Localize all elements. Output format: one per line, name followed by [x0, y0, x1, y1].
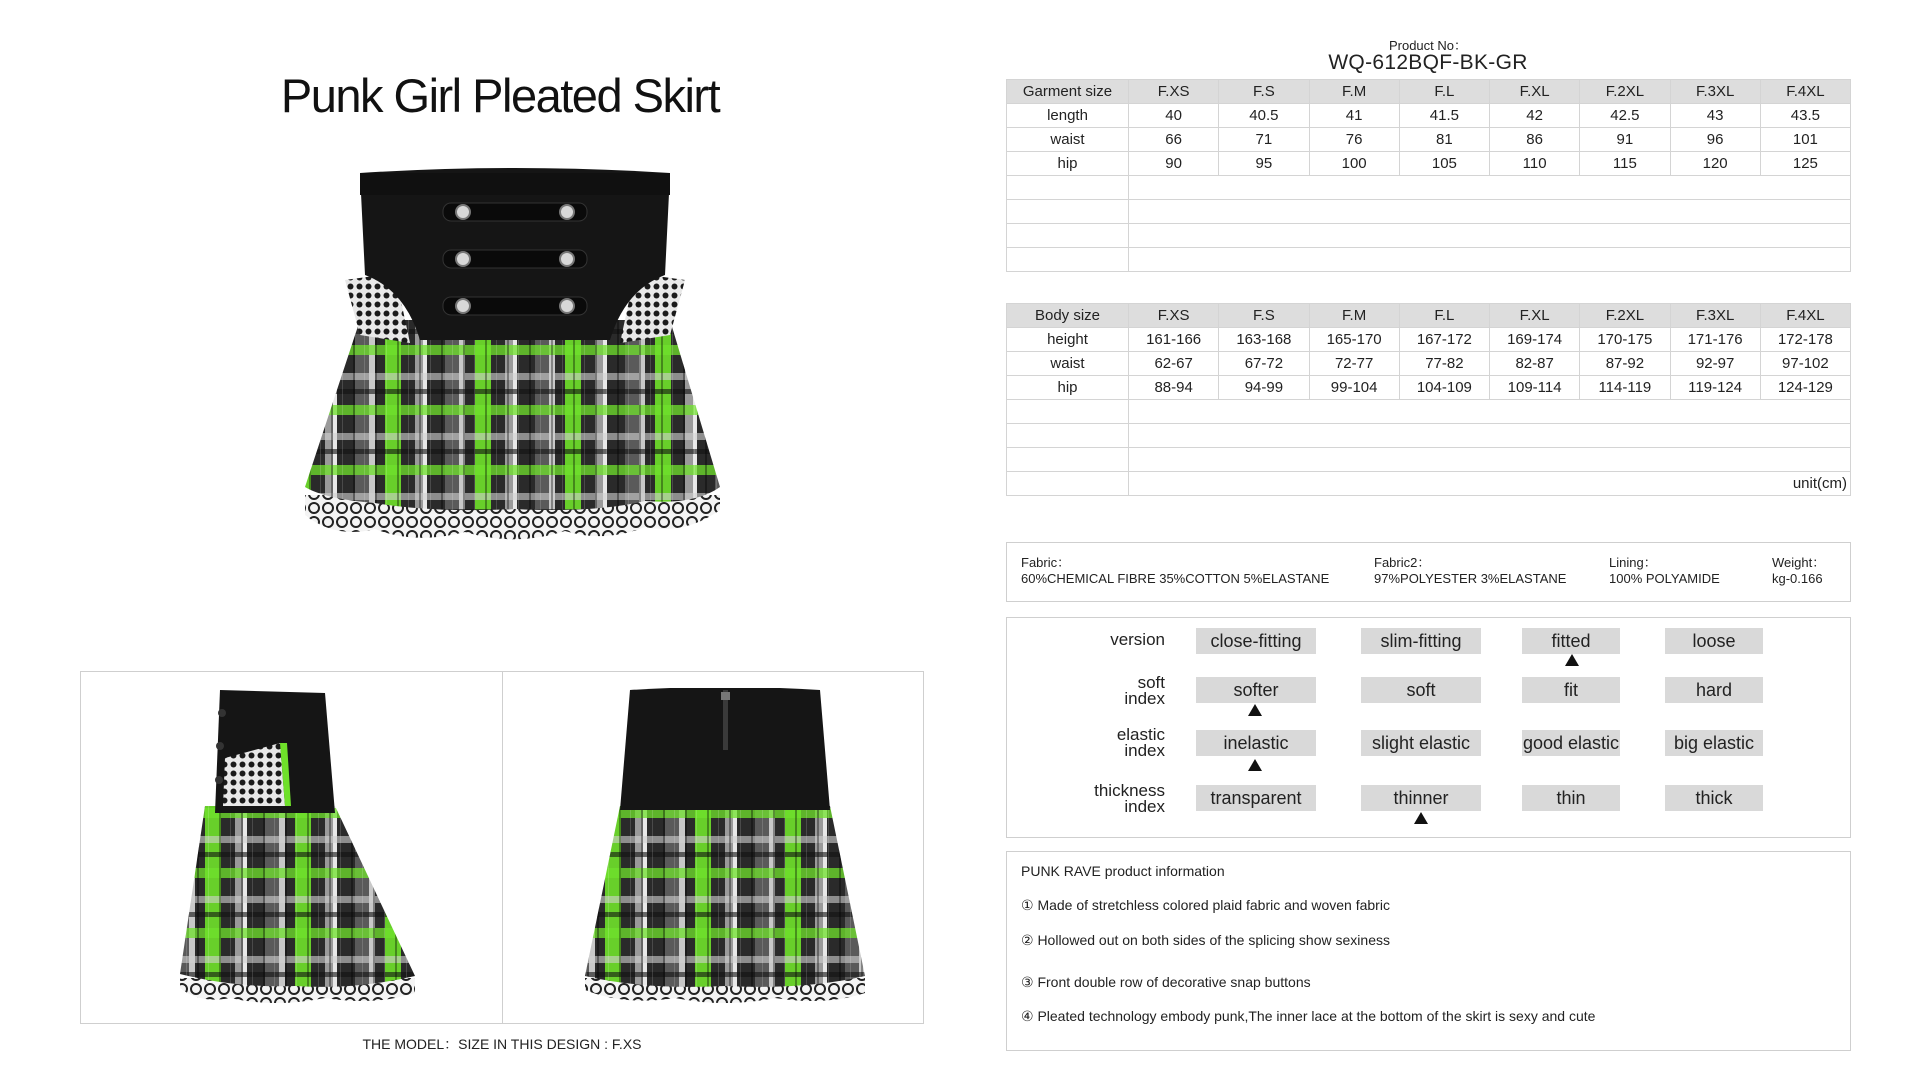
- size-header: F.S: [1219, 304, 1309, 328]
- table-cell: 124-129: [1760, 376, 1850, 400]
- table-cell-empty: [1007, 248, 1129, 272]
- elastic-option-slight-elastic: slight elastic: [1361, 730, 1481, 756]
- product-info-item: ② Hollowed out on both sides of the splicing show sexiness: [1021, 932, 1390, 948]
- table-cell: 171-176: [1670, 328, 1760, 352]
- elastic-selected-marker-icon: [1248, 759, 1262, 771]
- table-cell: 88-94: [1129, 376, 1219, 400]
- table-cell-empty: [1007, 224, 1129, 248]
- size-header: F.L: [1399, 80, 1489, 104]
- table-cell: 161-166: [1129, 328, 1219, 352]
- table-row: [1007, 376, 1851, 400]
- table-row-empty: [1007, 400, 1851, 424]
- table-cell-empty: [1129, 200, 1851, 224]
- table-cell: 62-67: [1129, 352, 1219, 376]
- table-row: [1007, 352, 1851, 376]
- weight-info: [1772, 555, 1825, 587]
- skirt-back-photo: [575, 688, 875, 1008]
- table-row: [1007, 328, 1851, 352]
- lining-info: [1609, 555, 1720, 587]
- size-header: F.3XL: [1670, 80, 1760, 104]
- table-cell-empty: [1007, 176, 1129, 200]
- weight-value: kg-0.166: [1772, 571, 1823, 586]
- table-row-empty: [1007, 176, 1851, 200]
- thickness-selected-marker-icon: [1414, 812, 1428, 824]
- size-header: F.3XL: [1670, 304, 1760, 328]
- table-cell: 92-97: [1670, 352, 1760, 376]
- unit-label: unit(cm): [1129, 472, 1851, 496]
- fabric2-info: [1374, 555, 1566, 587]
- panel-divider: [502, 671, 503, 1024]
- table-cell: 163-168: [1219, 328, 1309, 352]
- size-header: F.L: [1399, 304, 1489, 328]
- soft-option-softer: softer: [1196, 677, 1316, 703]
- size-header: F.2XL: [1580, 80, 1670, 104]
- table-cell-empty: [1007, 400, 1129, 424]
- table-cell: 172-178: [1760, 328, 1850, 352]
- table-cell: 90: [1129, 152, 1219, 176]
- table-cell-empty: [1007, 200, 1129, 224]
- size-header: F.M: [1309, 304, 1399, 328]
- row-label: length: [1007, 104, 1129, 128]
- table-cell: 76: [1309, 128, 1399, 152]
- table-cell: 125: [1760, 152, 1850, 176]
- table-cell: 41: [1309, 104, 1399, 128]
- table-cell: 41.5: [1399, 104, 1489, 128]
- thickness-option-thick: thick: [1665, 785, 1763, 811]
- table-cell-empty: [1129, 424, 1851, 448]
- table-cell: 120: [1670, 152, 1760, 176]
- version-selected-marker-icon: [1565, 654, 1579, 666]
- row-label: hip: [1007, 152, 1129, 176]
- size-header: F.4XL: [1760, 80, 1850, 104]
- table-cell: 167-172: [1399, 328, 1489, 352]
- size-header: F.2XL: [1580, 304, 1670, 328]
- table-cell-empty: [1129, 224, 1851, 248]
- table-cell: 105: [1399, 152, 1489, 176]
- version-option-close-fitting: close-fitting: [1196, 628, 1316, 654]
- row-label: hip: [1007, 376, 1129, 400]
- table-row-empty: [1007, 448, 1851, 472]
- body-size-table: [1006, 303, 1851, 496]
- table-cell: 95: [1219, 152, 1309, 176]
- index-label-line-1: soft: [1137, 673, 1165, 692]
- product-number: WQ-612BQF-BK-GR: [1328, 51, 1528, 74]
- product-info-item: ① Made of stretchless colored plaid fabric and woven fabric: [1021, 897, 1390, 913]
- garment-size-header: Garment size: [1007, 80, 1129, 104]
- index-label-line-1: thickness: [1094, 781, 1165, 800]
- skirt-side-photo: [175, 688, 420, 1008]
- soft-option-hard: hard: [1665, 677, 1763, 703]
- soft-index-label: [1005, 675, 1165, 707]
- table-cell-empty: [1007, 424, 1129, 448]
- thickness-option-transparent: transparent: [1196, 785, 1316, 811]
- table-cell: 170-175: [1580, 328, 1670, 352]
- soft-option-fit: fit: [1522, 677, 1620, 703]
- lining-value: 100% POLYAMIDE: [1609, 571, 1720, 586]
- size-header: F.XL: [1490, 80, 1580, 104]
- table-cell: 100: [1309, 152, 1399, 176]
- version-option-slim-fitting: slim-fitting: [1361, 628, 1481, 654]
- size-header: F.S: [1219, 80, 1309, 104]
- lining-label: Lining：: [1609, 555, 1657, 570]
- model-size-caption: THE MODEL：SIZE IN THIS DESIGN : F.XS: [362, 1036, 642, 1052]
- table-cell: 101: [1760, 128, 1850, 152]
- table-cell: 42: [1490, 104, 1580, 128]
- table-cell: 169-174: [1490, 328, 1580, 352]
- product-info-title: PUNK RAVE product information: [1021, 863, 1225, 879]
- table-cell-empty: [1007, 448, 1129, 472]
- table-header-row: [1007, 304, 1851, 328]
- table-cell: 94-99: [1219, 376, 1309, 400]
- body-size-header: Body size: [1007, 304, 1129, 328]
- thickness-option-thinner: thinner: [1361, 785, 1481, 811]
- table-cell-empty: [1129, 400, 1851, 424]
- size-header: F.XL: [1490, 304, 1580, 328]
- table-row: [1007, 128, 1851, 152]
- row-label: height: [1007, 328, 1129, 352]
- table-cell: 66: [1129, 128, 1219, 152]
- index-label-line-2: index: [1124, 797, 1165, 816]
- row-label: waist: [1007, 128, 1129, 152]
- thickness-index-label: [1005, 783, 1165, 815]
- elastic-option-big-elastic: big elastic: [1665, 730, 1763, 756]
- table-cell: 40: [1129, 104, 1219, 128]
- table-cell: 119-124: [1670, 376, 1760, 400]
- fabric-info: [1021, 555, 1329, 587]
- table-cell: 91: [1580, 128, 1670, 152]
- skirt-front-photo: [265, 165, 745, 645]
- table-cell-empty: [1129, 448, 1851, 472]
- elastic-option-inelastic: inelastic: [1196, 730, 1316, 756]
- table-cell: 67-72: [1219, 352, 1309, 376]
- table-row-empty: [1007, 424, 1851, 448]
- table-cell: 165-170: [1309, 328, 1399, 352]
- table-cell: 110: [1490, 152, 1580, 176]
- table-row: [1007, 104, 1851, 128]
- table-row-empty: [1007, 248, 1851, 272]
- table-row: [1007, 152, 1851, 176]
- size-header: F.M: [1309, 80, 1399, 104]
- table-cell: 42.5: [1580, 104, 1670, 128]
- version-option-fitted: fitted: [1522, 628, 1620, 654]
- table-cell: 81: [1399, 128, 1489, 152]
- table-cell: 114-119: [1580, 376, 1670, 400]
- table-cell: 99-104: [1309, 376, 1399, 400]
- fabric-value: 60%CHEMICAL FIBRE 35%COTTON 5%ELASTANE: [1021, 571, 1330, 586]
- garment-size-table: [1006, 79, 1851, 272]
- table-cell: 115: [1580, 152, 1670, 176]
- table-cell: 109-114: [1490, 376, 1580, 400]
- table-cell-empty: [1007, 472, 1129, 496]
- table-cell: 86: [1490, 128, 1580, 152]
- index-label-line-2: index: [1124, 689, 1165, 708]
- table-cell: 43: [1670, 104, 1760, 128]
- table-cell: 77-82: [1399, 352, 1489, 376]
- table-cell: 104-109: [1399, 376, 1489, 400]
- thickness-option-thin: thin: [1522, 785, 1620, 811]
- table-cell: 87-92: [1580, 352, 1670, 376]
- soft-option-soft: soft: [1361, 677, 1481, 703]
- product-title: Punk Girl Pleated Skirt: [280, 69, 720, 122]
- version-option-loose: loose: [1665, 628, 1763, 654]
- version-label: version: [1110, 630, 1165, 649]
- table-header-row: [1007, 80, 1851, 104]
- table-cell: 72-77: [1309, 352, 1399, 376]
- table-row-unit: [1007, 472, 1851, 496]
- table-cell: 71: [1219, 128, 1309, 152]
- elastic-index-label: [1005, 727, 1165, 759]
- row-label: waist: [1007, 352, 1129, 376]
- table-row-empty: [1007, 224, 1851, 248]
- table-cell-empty: [1129, 248, 1851, 272]
- table-cell-empty: [1129, 176, 1851, 200]
- fabric2-value: 97%POLYESTER 3%ELASTANE: [1374, 571, 1567, 586]
- size-header: F.XS: [1129, 304, 1219, 328]
- fabric2-label: Fabric2：: [1374, 555, 1431, 570]
- elastic-option-good-elastic: good elastic: [1522, 730, 1620, 756]
- size-header: F.4XL: [1760, 304, 1850, 328]
- table-cell: 43.5: [1760, 104, 1850, 128]
- table-cell: 96: [1670, 128, 1760, 152]
- table-cell: 82-87: [1490, 352, 1580, 376]
- product-info-item: ③ Front double row of decorative snap buttons: [1021, 974, 1311, 990]
- product-info-item: ④ Pleated technology embody punk,The inner lace at the bottom of the skirt is sexy and cute: [1021, 1008, 1596, 1024]
- index-label-line-1: elastic: [1116, 725, 1165, 744]
- weight-label: Weight：: [1772, 555, 1826, 570]
- product-number-label: Product No：: [1388, 38, 1468, 53]
- table-row-empty: [1007, 200, 1851, 224]
- size-header: F.XS: [1129, 80, 1219, 104]
- table-cell: 40.5: [1219, 104, 1309, 128]
- soft-selected-marker-icon: [1248, 704, 1262, 716]
- index-label-line-2: index: [1124, 741, 1165, 760]
- table-cell: 97-102: [1760, 352, 1850, 376]
- fabric-label: Fabric：: [1021, 555, 1071, 570]
